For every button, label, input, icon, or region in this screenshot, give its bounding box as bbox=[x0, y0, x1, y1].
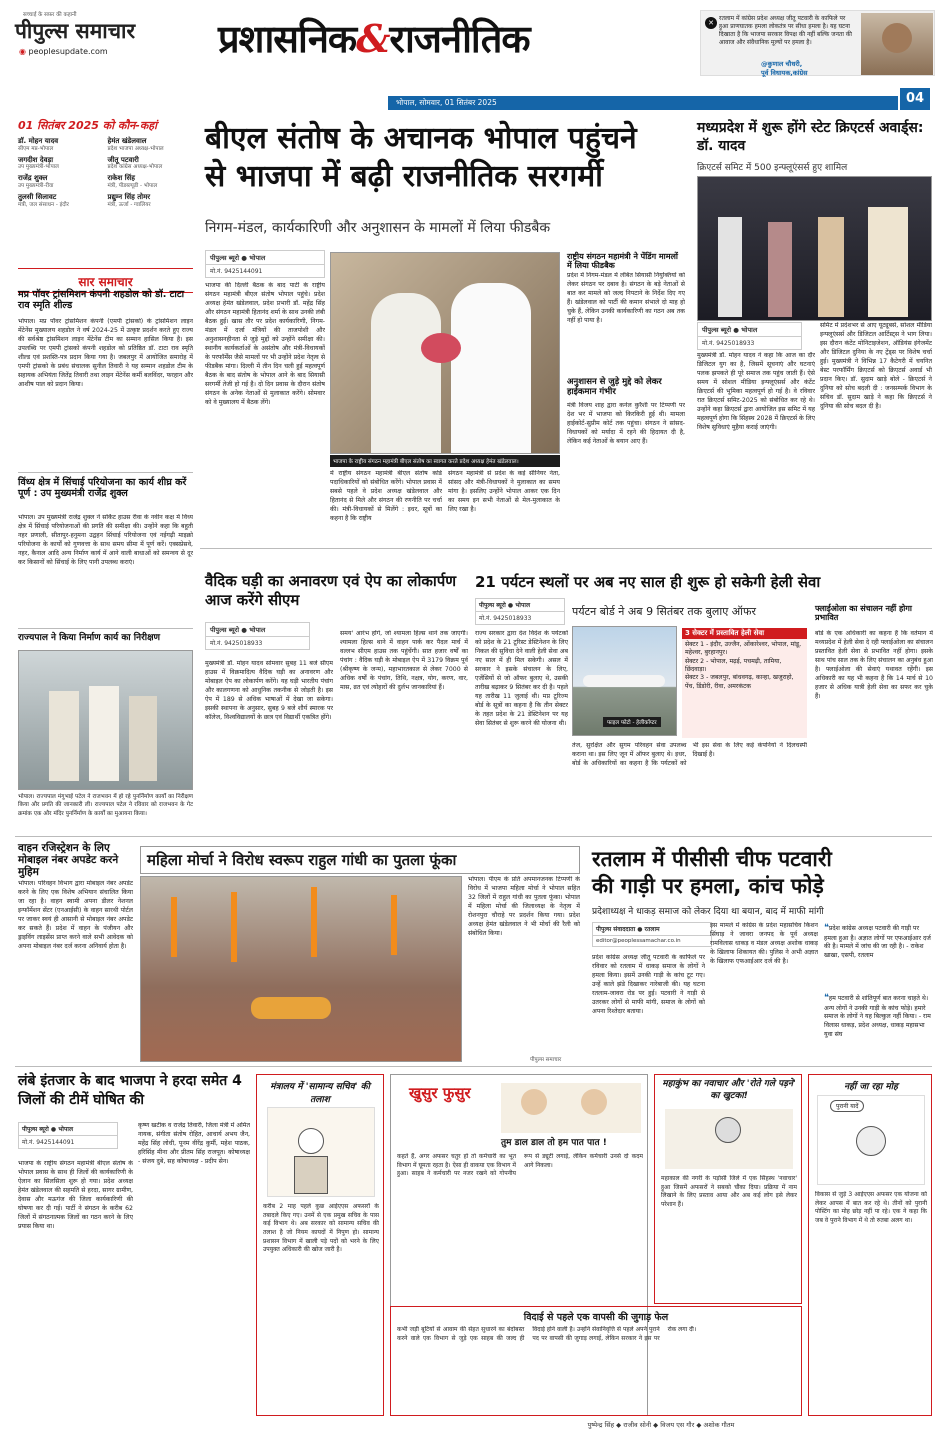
credits: पुष्पेन्द्र सिंह ◆ राजीव सोनी ◆ विजय एस गौर ◆ अशोक गौतम bbox=[587, 1421, 735, 1429]
list-item: हेमंत खंडेलवाल प्रदेश भाजपा अध्यक्ष-भोपाल bbox=[107, 137, 164, 152]
lead-col3: संगठन महामंत्री से प्रदेश के कई सीनियर नेता, सांसद और मंत्री-विधायकों ने मुलाकात का समय मांगा है। इसलिए उन्होंने भोपाल आकर एक दिन का समय इन सभी नेताओं से मेल-मुलाकात के लिए रखा है। bbox=[448, 470, 560, 513]
cartoon-face bbox=[856, 1126, 886, 1156]
masthead-tagline: सच्चाई के सफ़र की कहानी bbox=[23, 12, 77, 18]
creators-headline: मध्यप्रदेश में शुरू होंगे स्टेट क्रिएटर्स अवार्ड्स: डॉ. यादव bbox=[697, 120, 924, 154]
ratlam-headline: रतलाम में पीसीसी चीफ पटवारी की गाड़ी पर हमला, कांच फोड़े bbox=[592, 847, 832, 899]
mahila-credit: पीपुल्स समाचार bbox=[530, 1057, 562, 1063]
creators-subhead: क्रिएटर्स समिट में 500 इन्फ्लूएंसर्स हुए शामिल bbox=[697, 163, 848, 173]
creators-byline-box: पीपुल्स ब्यूरो ● भोपाल मो.नं. 9425018933 bbox=[697, 322, 802, 350]
sector-item: सेक्टर 3 - जबलपुर, बांधवगढ़, कान्हा, खजुराहो, पेंच, डिंडोरी, रीवा, अमरकंटक bbox=[685, 674, 794, 690]
figure bbox=[768, 222, 792, 317]
news2-body: भोपाल। उप मुख्यमंत्री राजेंद्र शुक्ल ने सर्किट हाउस रीवा के नवीन कक्ष में विंध्य क्षेत्र में सिंचाई परियोजनाओं की प्रगति की समीक्षा की। उन्होंने कहा कि बहुती नहर प्रणाली, सीतापुर-हनुमना उद्वहन सिंचाई परियोजना एवं नईगढ़ी माइक्रो परियोजना के कार्यों को गुणवत्ता के साथ समय सीमा में पूर्ण करें। एक्सप्रेसवे, नहर, कैनाल आदि अन्य निर्माण कार्य में आने वाली बाधाओं को समन्वय से दूर कर किसानों को सिंचाई के लिए पानी उपलब्ध कराएं। bbox=[18, 514, 193, 566]
creators-col2: समिट में प्रदेशभर से आए यूट्यूबर्स, सोशल मीडिया इन्फ्लूएंसर्स और डिजिटल आर्टिस्ट्स ने भाग लिया। इस दौरान कंटेंट मोनिटाइजेशन, ऑडियंस इंगेजमेंट और डिजिटल दुनिया के नए ट्रेंड्स पर विशेष चर्चा हुई। मुख्यमंत्री ने विभिन्न 17 कैटेगरी में चयनित बेस्ट परफॉर्मिंग क्रिएटर्स को क्रिएटर्स अवार्ड भी प्रदान किए। डॉ. सुदाम खाड़े बोले - क्रिएटर्स ने दुनिया को सोच बदली दी : जनसम्पर्क विभाग के सचिव डॉ. सुदाम खाड़े ने कहा कि क्रिएटर्स ने दुनिया की सोच बदल दी है। bbox=[820, 322, 932, 410]
moh-cartoon bbox=[817, 1095, 925, 1185]
speech-bubble: पुरानी यादें bbox=[830, 1100, 864, 1112]
flag bbox=[391, 895, 397, 955]
teams-col1: भाजपा के राष्ट्रीय संगठन महामंत्री बीएल संतोष के भोपाल प्रवास के साथ ही जिलों की कार्यकारिणी के ऐलान का सिलसिला शुरू हो गया। प्रदेश अध्यक्ष हेमंत खंडेलवाल की सहमति से हरदा, सागर ग्रामीण, देवास और मऊगंज की जिला कार्यकारिणी की घोषणा कर दी गई। पार्टी ने संगठन के करीब 62 जिलों में संगठनात्मक जिलों का गठन करने के लिए प्रयास किया था। bbox=[18, 1160, 133, 1230]
heli-subhead: पर्यटन बोर्ड ने अब 9 सितंबर तक बुलाए ऑफर bbox=[572, 605, 757, 618]
cartoon-body bbox=[294, 1156, 328, 1194]
people-list bbox=[18, 137, 193, 209]
news3-caption: भोपाल। राज्यपाल मंगुभाई पटेल ने राजभवन में हो रहे पुनर्निर्माण कार्यों का निरीक्षण किया और प्रगति की जानकारी ली। राज्यपाल पटेल ने रविवार को राजभवन के गेट क्रमांक एक और मंदिर पुनर्निर्माण के कार्यों का मुआयना किया। bbox=[18, 794, 193, 817]
lead-headline: बीएल संतोष के अचानक भोपाल पहुंचने से भाजपा में बढ़ी राजनीतिक सरगर्मी bbox=[205, 121, 637, 194]
cartoon-face bbox=[298, 1128, 324, 1154]
lead-byline-box: पीपुल्स ब्यूरो ● भोपाल मो.नं. 9425144091 bbox=[205, 250, 325, 278]
figure-left bbox=[371, 293, 441, 453]
who-where-title: 01 सितंबर 2025 को कौन-कहां bbox=[18, 119, 157, 132]
list-item: राजेंद्र शुक्ल उप मुख्यमंत्री-रीवा bbox=[18, 174, 54, 189]
newspaper-logo: पीपुल्स समाचार bbox=[15, 18, 136, 43]
list-item: प्रद्युम्न सिंह तोमर मंत्री, ऊर्जा - ग्वालियर bbox=[107, 192, 151, 208]
vidai-headline: विदाई से पहले एक वापसी की जुगाड़ फेल bbox=[523, 1312, 669, 1323]
lead-side-body: प्रदेश में निगम-मंडल में लंबित सियासी नियुक्तियों को लेकर संगठन पर दबाव है। संगठन के बड़े नेताओं से बात कर मामले को जल्द निपटाने के निर्देश दिए गए हैं। खंडेलवाल को पार्टी की कमान संभाले दो माह हो चुके हैं, लेकिन उनकी कार्यकारिणी का गठन अब तक नहीं हो पाया है। bbox=[567, 272, 685, 324]
ratlam-col1: प्रदेश कांग्रेस अध्यक्ष जीतू पटवारी के काफिले पर रविवार को रतलाम में धाकड़ समाज के लोगों ने हमला किया। इसमें उनकी गाड़ी के कांच टूट गए। उन्हें काले झंडे दिखाकर नारेबाजी की। यह घटना रतलाम-जावरा रोड पर हुई। पटवारी ने गाड़ी से उतरकर लोगों से माफी मांगी, समाज के लोगों को अपना रिश्तेदार बताया। bbox=[592, 954, 705, 1015]
satire-box-4 bbox=[808, 1074, 932, 1416]
date-bar bbox=[388, 96, 898, 110]
ratlam-subhead: प्रदेशाध्यक्ष ने धाकड़ समाज को लेकर दिया था बयान, बाद में माफी मांगी bbox=[592, 907, 824, 917]
sectors-title: 3 सेक्टर में प्रस्तावित हेली सेवा bbox=[682, 628, 807, 639]
news2-headline: विंध्य क्षेत्र में सिंचाई परियोजना का कार्य शीघ्र करें पूर्ण : उप मुख्यमंत्री राजेंद्र शुक्ल bbox=[18, 477, 187, 499]
teams-col2: कृष्ण खटीक व राजेंद्र तिवारी, जिला मंत्री में अमित नायक, संगीता संतोष रोहित, आचार्य अभय जैन, महेंद्र सिंह लोधी, पूनम वीरेंद्र कुर्मी, महेश पाठक, हरिसिंह मीना और प्रीतम सिंह राजपूत। कोषाध्यक्ष - संजय दुबे, सह कोषाध्यक्ष - प्रदीप सेन। bbox=[138, 1122, 250, 1165]
quote-icon: ❝ bbox=[824, 993, 829, 1003]
box1-title: मंत्रालय में 'सामान्य सचिव' की तलाश bbox=[270, 1082, 370, 1105]
satire-box-3 bbox=[654, 1074, 802, 1304]
teams-byline-box: पीपुल्स ब्यूरो ● भोपाल मो.नं. 9425144091 bbox=[18, 1122, 118, 1149]
heli-side-headline: फ्लाईओला का संचालन नहीं होगा प्रभावित bbox=[815, 604, 912, 623]
satire-box-1 bbox=[256, 1074, 384, 1416]
protest-photo bbox=[140, 876, 462, 1062]
heli-side-body: बोर्ड के एक अधिकारी का कहना है कि वर्तमान में मध्यप्रदेश में हेली सेवा दे रही फ्लाईओला का संचालन प्रस्तावित हेली सेवा से प्रभावित नहीं होगा। इसके साथ पांच साल तक के लिए संचालन का अनुबंध हुआ है। फ्लाईओला की सेवाएं यथावत रहेंगी। इस अधिकारी का यह भी कहना है कि 14 मार्च से 10 हजार से अधिक यात्री हेली सेवा का सफर कर चुके हैं। bbox=[815, 630, 933, 700]
box2-subtitle: तुम डाल डाल तो हम पात पात ! bbox=[501, 1138, 607, 1148]
helicopter-photo bbox=[572, 626, 677, 736]
page-number: 04 bbox=[900, 88, 930, 110]
sectors-box bbox=[682, 628, 807, 738]
quote-icon: ❝ bbox=[824, 923, 829, 933]
ratlam-quote1: ❝प्रदेश कांग्रेस अध्यक्ष पटवारी की गाड़ी पर हमला हुआ है। अज्ञात लोगों पर एफआईआर दर्ज की है। मामले में जांच की जा रही है। - राकेश खाखा, एसपी, रतलाम bbox=[824, 923, 931, 959]
creators-photo bbox=[697, 176, 932, 321]
ratlam-col2: इस मामले में कांग्रेस के प्रदेश महासचिव किशन सिंघाड़ ने जावरा जनपद के पूर्व अध्यक्ष रामविलास धाकड़ व मंडल अध्यक्ष अशोक धाकड़ के खिलाफ शिकायत की। पुलिस ने अभी अज्ञात के खिलाफ एफआईआर दर्ज की है। bbox=[710, 922, 818, 965]
cartoon bbox=[267, 1107, 375, 1197]
flag bbox=[231, 892, 237, 962]
lead-photo-caption: भाजपा के राष्ट्रीय संगठन महामंत्री बीएल संतोष का स्वागत करते प्रदेश अध्यक्ष हेमंत खंडेलवाल। bbox=[330, 455, 560, 467]
bouquet bbox=[421, 333, 461, 363]
vedic-col1: मुख्यमंत्री डॉ. मोहन यादव सोमवार सुबह 11 बजे सीएम हाउस में विक्रमादित्य वैदिक घड़ी का अनावरण और मोबाइल ऐप का लोकार्पण करेंगे। यह घड़ी भारतीय पंचांग और कालगणना को आधुनिक तकनीक से जोड़ती है। इस ऐप में 189 से अधिक भाषाओं में देखा जा सकेगा। इसकी स्थापना के अनुसार, सुबह 9 बजे शौर्य स्मारक पर कॉलेज, विश्वविद्यालयों के छात्र एवं विद्यार्थी एकत्रित होंगे। bbox=[205, 660, 333, 721]
list-item: तुलसी सिलावट मंत्री, जल संसाधन - इंदौर bbox=[18, 192, 69, 208]
vehicle-body: भोपाल। परिवहन विभाग द्वारा मोबाइल नंबर अपडेट करने के लिए एक विशेष अभियान संचालित किया जा रहा है। वाहन स्वामी अपना डीलर नेशनल इन्फॉर्मेशन सेंटर (एनआईसी) के वाहन सारथी पोर्टल पर जाकर स्वयं ही आसानी से मोबाइल नंबर अपडेट कर सकते हैं। प्रदेश में वाहन के पंजीयन और ड्राइविंग लाइसेंस प्राप्त करने वाले सभी आवेदक को अपना मोबाइल नंबर दर्ज करना अनिवार्य होता है। bbox=[18, 880, 133, 950]
lead-col2: में राष्ट्रीय संगठन महामंत्री बीएल संतोष कोर्ड पदाधिकारियों को संबोधित करेंगे। भोपाल प्रवास में सबसे पहले वे प्रदेश अध्यक्ष खंडेलवाल और हितानंद से मिले और संगठन की रणनीति पर चर्चा की। मंत्री-विधायकों से मिलेंगे : इधर, सूत्रों का कहना है कि राष्ट्रीय bbox=[330, 470, 442, 522]
vidai-box bbox=[390, 1306, 802, 1416]
vidai-body: कभी जड़ी बूटियों से आवाम की सेहत सुधारने का बंदोबस्त करने वाले एक विभाग से जुड़े एक साहब की जल्द ही विदाई होने वाली है। उन्होंने सेवानिवृत्ति से पहले अपने पुराने पद पर वापसी की जुगाड़ लगाई, लेकिन सरकार ने इस पर रोक लगा दी। bbox=[397, 1326, 697, 1342]
creators-col1: मुख्यमंत्री डॉ. मोहन यादव ने कहा कि आज का दौर डिजिटल युग का है, जिसमें सूचनाएं और घटनाएं पलक झपकते ही पूरे समाज तक पहुंच जाती हैं। ऐसे समय में सोशल मीडिया इन्फ्लूएंसर्स और कंटेंट क्रिएटर्स की भूमिका महत्वपूर्ण हो गई है। वे रविवार रात क्रिएटर्स समिट-2025 को संबोधित कर रहे थे। उन्होंने कहा क्रिएटर्स द्वारा आयोजित इस समिट में यह महत्वपूर्ण होगा कि सिंहस्थ 2028 में क्रिएटर्स के लिए विशेष सुविधाएं मुहैया कराई जाएंगी। bbox=[697, 352, 815, 431]
heli-byline-box: पीपुल्स ब्यूरो ● भोपाल मो.नं. 9425018933 bbox=[475, 598, 565, 625]
tweet-text: रतलाम में कांग्रेस प्रदेश अध्यक्ष जीतू पटवारी के काफिले पर हुआ प्राणघातक हमला लोकतंत्र पर सीधा हमला है। यह घटना दिखाता है कि भाजपा सरकार विपक्ष की नहीं बल्कि जनता की आवाज और संवैधानिक मूल्यों पर हमला है। bbox=[719, 15, 852, 47]
flag bbox=[171, 897, 177, 957]
mahila-body: भोपाल। पीएम के प्रति अपमानजनक टिप्पणी के विरोध में भाजपा महिला मोर्चा ने भोपाल सहित 32 जिलों में राहुल गांधी का पुतला फूंका। भोपाल में महिला मोर्चा की जिलाध्यक्ष के नेतृत्व में रोशनपुरा चौराहे पर प्रदर्शन किया गया। प्रदेश अध्यक्ष हेमंत खंडेलवाल ने भी मोर्चा की रैली को संबोधित किया। bbox=[468, 876, 580, 937]
flag bbox=[311, 887, 317, 957]
aircraft bbox=[583, 675, 665, 687]
figure bbox=[718, 217, 742, 317]
tweet-author: @कुणाल चौधरी, bbox=[761, 60, 803, 68]
section-title: प्रशासनिक&राजनीतिक bbox=[218, 16, 530, 61]
dateline: भोपाल, सोमवार, 01 सितंबर 2025 bbox=[396, 98, 497, 107]
news1-body: भोपाल। मप्र पॉवर ट्रांसमिशन कंपनी (एमपी ट्रांसको) के ट्रांसमिशन लाइन मेंटेनेंस मुख्यालय शहडोल ने वर्ष 2024-25 में उत्कृष्ट प्रदर्शन करते हुए राज्य की सर्वश्रेष्ठ ट्रांसमिशन लाइन मेंटेनेंस टीम का सम्मान हासिल किया है। इस उपलब्धि पर एमपी ट्रांसको कंपनी शहडोल को प्रतिष्ठित डॉ. टाटा राव स्मृति शील्ड एवं प्रशस्ति-पत्र प्रदान किया गया है। जबलपुर में आयोजित समारोह में एमपी ट्रांसको के प्रबंध संचालक सुनील तिवारी ने यह सम्मान शहडोल टीम के सहायक अभियंता जितेंद्र तिवारी तथा लाइन मेंटेनेंस कर्मी बलविंदर, फरहान और आशीष पाल को प्रदान किया। bbox=[18, 318, 193, 388]
mahila-header bbox=[140, 846, 580, 874]
x-icon: ✕ bbox=[705, 17, 717, 29]
box3-body: महाकाल की नगरी के पड़ोसी जिले में एक सिंहस्थ 'नवाचार' हुआ जिसमें अफसरों ने सबको चौंका दिया। प्रक्रिया में नाम लिखाने के लिए प्रस्ताव आया और अब कई लोग इसे लेकर परेशान हैं। bbox=[661, 1175, 797, 1209]
heli-col1: राज्य सरकार द्वारा देश विदेश के पर्यटकों को प्रदेश के 21 टूरिस्ट डेस्टिनेशन के लिए निकल की सुविधा देने वाली हेली सेवा अब नए साल में ही मिल सकेगी। असल में सरकार ने इसके संचालन के लिए, एजेंसियों से जो ऑफर बुलाए थे, उसकी तारीख बढ़ाकर 9 सितंबर कर दी है। पहले यह तारीख 11 जुलाई थी। मप्र टूरिज्म बोर्ड के सूत्रों का कहना है कि तीन सेक्टर के तहत प्रदेश के 21 डेस्टिनेशन पर यह सेवा सितंबर से शुरू करने की योजना थी। bbox=[475, 630, 568, 727]
site-link[interactable]: ◉ peoplesupdate.com bbox=[19, 47, 108, 56]
sector-item: सेक्टर 2 - भोपाल, मढ़ई, पचमढ़ी, तामिया, छिंदवाड़ा। bbox=[685, 657, 782, 674]
effigy bbox=[251, 997, 331, 1019]
news1-headline: मप्र पॉवर ट्रांसमिशन कंपनी शहडोल को डॉ. टाटा राव स्मृति शील्ड bbox=[18, 289, 185, 311]
saar-title: सार समाचार bbox=[78, 275, 133, 289]
tweet-role: पूर्व विधायक,कांग्रेस bbox=[761, 69, 808, 77]
figure-right bbox=[451, 283, 531, 453]
box2-title: खुसुर फुसुर bbox=[409, 1084, 471, 1102]
who-where-box bbox=[18, 118, 193, 209]
vedic-byline-box: पीपुल्स ब्यूरो ● भोपाल मो.नं. 9425018933 bbox=[205, 622, 310, 650]
mahila-headline: महिला मोर्चा ने विरोध स्वरूप राहुल गांधी का पुतला फूंका bbox=[147, 851, 457, 869]
box1-body: करीब 2 माह पहले कुछ आईएएस अफसरों के तबादले किए गए। उनमें से एक प्रमुख सचिव के पास कई विभाग थे। अब सरकार को सामान्य सचिव की तलाश है जो नियम कायदों में निपुण हो। सामान्य प्रशासन विभाग में खाली पड़े पदों को भरने के लिए उपयुक्त अधिकारी की खोज जारी है। bbox=[263, 1203, 379, 1254]
box4-body: विकास से जुड़े 3 आईएएस अफसर एक योजना को लेकर आपस में बात कर रहे थे। तीनों को पुरानी पोस्टिंग का मोह छोड़ नहीं पा रहे। एक ने कहा कि जब वे पुराने विभाग में थे तो रुतबा अलग था। bbox=[815, 1191, 927, 1225]
globe-icon: ◉ bbox=[19, 47, 29, 56]
lead-col1: भाजपा की दिल्ली बैठक के बाद पार्टी के राष्ट्रीय संगठन महामंत्री बीएल संतोष भोपाल पहुंचे। प्रदेश अध्यक्ष हेमंत खंडेलवाल, प्रदेश प्रभारी डॉ. महेंद्र सिंह और संगठन महामंत्री हितानंद शर्मा के साथ उनकी लंबी बैठक हुई। खास तौर पर प्रदेश कार्यकारिणी, निगम-मंडल में दर्जा मंत्रियों की ताजपोशी और अनुशासनहीनता से जुड़े मुद्दों को उन्होंने समीक्षा की। स्थानीय कार्यकर्ताओं के असंतोष और मंत्री-विधायकों के परफॉर्मेंस जैसे मामलों पर भी उन्होंने प्रदेश नेतृत्व से फीडबैक मांगा। दिल्ली में तीन दिन चली हुई महत्वपूर्ण बैठक के बाद संतोष के भोपाल आने के बाद सियासी सरगर्मी तेजी हो गई है। दो दिन प्रवास के दौरान संतोष संगठन के अनेक नेताओं से मुलाकात करेंगे। सोमवार को वे मुख्यालय में बैठक लेंगे। bbox=[205, 282, 325, 406]
sector-item: सेक्टर 1 - इंदौर, उज्जैन, ओंकारेश्वर, भोपाल, मांडू, महेश्वर, बुरहानपुर। bbox=[685, 641, 802, 657]
figure bbox=[868, 207, 908, 317]
news3-headline: राज्यपाल ने किया निर्माण कार्य का निरीक्षण bbox=[18, 633, 161, 643]
vedic-headline: वैदिक घड़ी का अनावरण एवं ऐप का लोकार्पण आज करेंगे सीएम bbox=[205, 572, 457, 609]
lead-photo bbox=[330, 252, 560, 454]
heli-headline: 21 पर्यटन स्थलों पर अब नए साल ही शुरू हो सकेगी हेली सेवा bbox=[475, 573, 821, 591]
governor-photo bbox=[18, 650, 193, 790]
photo-label: फाइल फोटो - हेलीकॉप्टर bbox=[603, 717, 661, 727]
heli-col2: तेज, सुरक्षित और सुगम परिवहन सेवा उपलब्ध कराना था। इस लिए जून में ऑफर बुलाए थे। इधर, बोर्ड के अधिकारियों का कहना है कि पर्यटकों को भी इस सेवा के लिए कई कंपनियों ने दिलचस्पी दिखाई है। bbox=[572, 742, 807, 767]
list-item: जगदीश देवड़ा उप मुख्यमंत्री-भोपाल bbox=[18, 155, 59, 171]
ratlam-byline-box: पीपुल्स संवाददाता ● रतलाम editor@peoplessamachar.co.in bbox=[592, 922, 712, 947]
box3-title: महाकुंभ का नवाचार और 'रोते गले पड़ने' का खुटका! bbox=[662, 1079, 796, 1101]
vehicle-headline: वाहन रजिस्ट्रेशन के लिए मोबाइल नंबर अपडेट करने मुहिम bbox=[18, 842, 119, 879]
lead-side-headline: राष्ट्रीय संगठन महामंत्री ने पेंडिंग मामलों में लिया फीडबैक bbox=[567, 252, 679, 271]
box2-body: कहते हैं, अगर अफसर चतुर हो तो कर्मचारी का भूत विभाग में घूमता रहता है। ऐसा ही वाकया एक विभाग में हुआ। साहब ने कर्मचारी पर नजर रखने को गोपनीय रूप से ड्यूटी लगाई, लेकिन कर्मचारी उनसे दो कदम आगे निकला। bbox=[397, 1153, 643, 1178]
list-item: डॉ. मोहन यादव सीएम मप्र-भोपाल bbox=[18, 137, 59, 152]
box4-title: नहीं जा रहा मोह bbox=[844, 1082, 898, 1092]
figure bbox=[89, 686, 119, 781]
cartoon-face bbox=[521, 1089, 547, 1115]
ratlam-quote2: ❝हम पटवारी से शांतिपूर्ण बात करना चाहते थे। अन्य लोगों ने उनकी गाड़ी के कांच फोड़े। हमारे समाज के लोगों ने यह बिल्कुल नहीं किया। - राम विलास धाकड़, प्रदेश अध्यक्ष, धाकड़ महासभा युवा संघ bbox=[824, 993, 931, 1038]
figure bbox=[129, 696, 157, 781]
avatar bbox=[882, 23, 912, 53]
lead-subhead: निगम-मंडल, कार्यकारिणी और अनुशासन के मामलों में लिया फीडबैक bbox=[205, 220, 551, 236]
author-photo bbox=[861, 13, 933, 75]
cartoon-face bbox=[581, 1089, 607, 1115]
cartoon-face bbox=[715, 1117, 741, 1143]
mahakumbh-cartoon bbox=[665, 1109, 793, 1169]
khusur-cartoon bbox=[501, 1083, 641, 1133]
lead-side-body2: मंत्री विजय शाह द्वारा कर्नल कुरैशी पर टिप्पणी पर देश भर में भाजपा को किरकिरी हुई थी। मामला हाईकोर्ट-सुप्रीम कोर्ट तक पहुंचा। संगठन ने सांसद-विधायकों को मर्यादा में रहने की हिदायत दी है, लेकिन कई नेताओं के बयान आए हैं। bbox=[567, 402, 685, 445]
tweet-box bbox=[700, 10, 935, 76]
lead-side-headline2: अनुशासन से जुड़े मुद्दे को लेकर हाईकमान गंभीर bbox=[567, 377, 662, 397]
figure bbox=[49, 691, 79, 781]
list-item: राकेश सिंह मंत्री, पीडब्ल्यूडी - भोपाल bbox=[107, 174, 158, 189]
list-item: जीतू पटवारी प्रदेश कांग्रेस अध्यक्ष-भोपाल bbox=[107, 155, 163, 171]
vedic-col2: समय' आरंभ होंगे, जो श्यामला हिल्स थाने तक जाएगी। श्यामला हिल्स थाने में वाहन पार्क कर पैदल मार्च में वल्लभ सीएम हाउस तक पहुंचेंगी। सात हजार वर्षों का पंचांग : वैदिक घड़ी के मोबाइल ऐप में 3179 विक्रम पूर्व (श्रीकृष्ण के जन्म), महाभारतकाल से लेकर 7000 से अधिक वर्षों के पंचांग, तिथि, नक्षत्र, योग, करण, वार, मास, व्रत एवं त्योहारों की दुर्लभ जानकारियां हैं। bbox=[340, 630, 468, 691]
teams-headline: लंबे इंतजार के बाद भाजपा ने हरदा समेत 4 जिलों की टीमें घोषित की bbox=[18, 1073, 242, 1108]
figure bbox=[818, 217, 844, 317]
